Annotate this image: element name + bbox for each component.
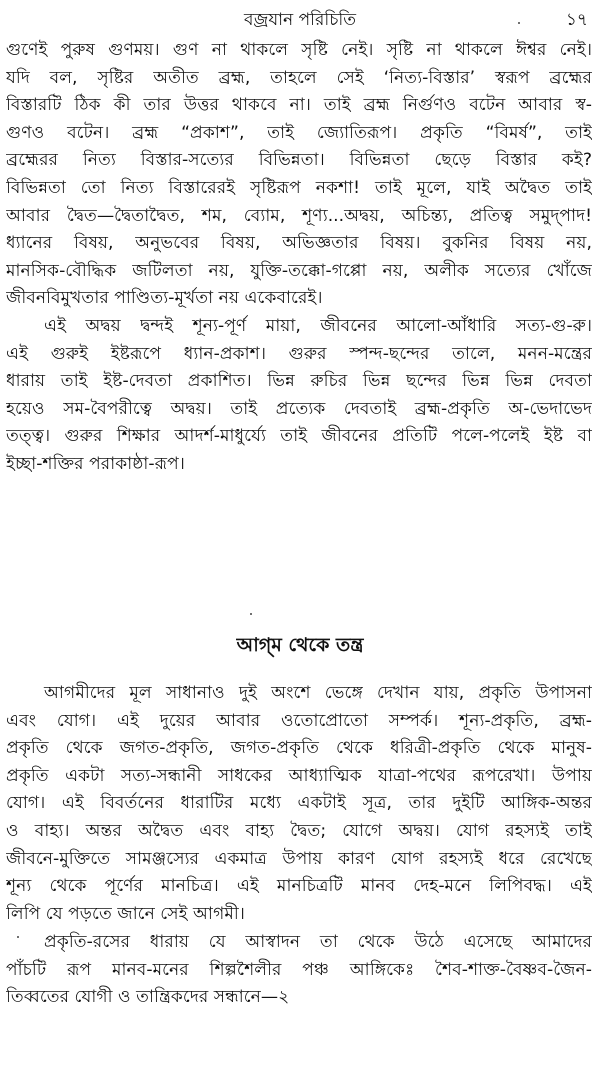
- text-line: বিস্তারটি ঠিক কী তার উত্তর থাকবে না। তাই ব্রহ্ম নির্গুণও বটেন আবার স্ব-: [6, 95, 592, 116]
- text-line: লিপি যে পড়তে জানে সেই আগমী।: [6, 903, 245, 924]
- text-line: মানসিক-বৌদ্ধিক জটিলতা নয়, যুক্তি-তক্কো-গপ্পো নয়, অলীক সত্যের খোঁজে: [6, 260, 592, 281]
- text-line: ও বাহ্য। অন্তর অদ্বৈত এবং বাহ্য দ্বৈত; যোগে অদ্বয়। যোগ রহস্যই তাই: [6, 820, 592, 841]
- text-line: তিব্বতের যোগী ও তান্ত্রিকদের সন্ধানে—২: [6, 987, 290, 1008]
- speck: [17, 936, 19, 938]
- paragraph-3: [6, 680, 592, 928]
- text-line: যদি বল, সৃষ্টির অতীত ব্রহ্ম, তাহলে সেই ‘নিত্য-বিস্তার’ স্বরূপ ব্রহ্মের: [6, 67, 592, 88]
- paragraph-4: [6, 929, 592, 1012]
- text-line: হয়েও সম-বৈপরীত্বে অদ্বয়। তাই প্রত্যেক দেবতাই ব্রহ্ম-প্রকৃতি অ-ভেদাভেদ: [6, 398, 592, 419]
- text-line: আবার দ্বৈত—দ্বৈতাদ্বৈত, শম, ব্যোম, শূণ্য...অদ্বয়, অচিন্ত্য, প্রতিত্ব সমুদ্‌পাদ!: [6, 205, 592, 226]
- text-line: ইচ্ছা-শক্তির পরাকাষ্ঠা-রূপ।: [6, 453, 185, 474]
- text-line: এই অদ্বয় দ্বন্দই শূন্য-পূর্ণ মায়া, জীবনের আলো-আঁধারি সত্য-গু-রু।: [44, 316, 592, 336]
- text-line: এই গুরুই ইষ্টরূপে ধ্যান-প্রকাশ। গুরুর স্পন্দ-ছন্দের তালে, মনন-মন্ত্রের: [6, 343, 592, 364]
- text-line: বিভিন্নতা তো নিত্য বিস্তারেরই সৃষ্টিরূপ নকশা! তাই মূলে, যাই অদ্বৈত তাই: [6, 177, 592, 198]
- text-line: প্রকৃতি-রসের ধারায় যে আস্বাদন তা থেকে উঠে এসেছে আমাদের: [44, 932, 592, 952]
- text-line: ধারায় তাই ইষ্ট-দেবতা প্রকাশিত। ভিন্ন রুচির ভিন্ন ছন্দের ভিন্ন ভিন্ন দেবতা: [6, 371, 592, 392]
- text-line: প্রকৃতি একটা সত্য-সন্ধানী সাধকের আধ্যাত্মিক যাত্রা-পথের রূপরেখা। উপায়: [6, 765, 592, 786]
- text-line: জীবনে-মুক্তিতে সামঞ্জস্যের একমাত্র উপায় কারণ যোগ রহস্যই ধরে রেখেছে: [6, 848, 592, 869]
- paragraph-2: [6, 313, 592, 479]
- text-line: এবং যোগ। এই দুয়ের আবার ওতোপ্রোতো সম্পর্ক। শূন্য-প্রকৃতি, ব্রহ্ম-: [6, 710, 592, 731]
- text-line: তত্ত্ব। গুরুর শিক্ষার আদর্শ-মাধুর্য্যে তাই জীবনের প্রতিটি পলে-পলেই ইষ্ট বা: [6, 426, 592, 447]
- text-line: জীবনবিমুখতার পাণ্ডিত্য-মূর্খতা নয় একেবারেই।: [6, 288, 323, 309]
- speck: [250, 613, 252, 615]
- text-line: ব্রহ্মেরর নিত্য বিস্তার-সত্যের বিভিন্নতা। বিভিন্নতা ছেড়ে বিস্তার কই?: [6, 150, 592, 171]
- speck: [518, 22, 520, 24]
- running-title: বজ্রযান পরিচিতি: [243, 10, 357, 30]
- page-number: ১৭: [565, 10, 588, 30]
- text-line: গুণও বটেন। ব্রহ্ম “প্রকাশ”, তাই জ্যোতিরূপ। প্রকৃতি “বিমর্ষ”, তাই: [6, 122, 592, 143]
- text-line: পাঁচটি রূপ মানব-মনের শিল্পশৈলীর পঞ্চ আঙ্গিকেঃ শৈব-শাক্ত-বৈষ্ণব-জৈন-: [6, 959, 592, 980]
- page-header: [0, 0, 600, 40]
- text-line: ধ্যানের বিষয়, অনুভবের বিষয়, অভিজ্ঞতার বিষয়। বুকনির বিষয় নয়,: [6, 233, 592, 254]
- text-line: যোগ। এই বিবর্তনের ধারাটির মধ্যে একটাই সূত্র, তার দুইটি আঙ্গিক-অন্তর: [6, 793, 592, 814]
- text-line: শূন্য থেকে পূর্ণের মানচিত্র। এই মানচিত্রটি মানব দেহ-মনে লিপিবদ্ধ। এই: [6, 876, 592, 897]
- text-line: প্রকৃতি থেকে জগত-প্রকৃতি, জগত-প্রকৃতি থেকে ধরিত্রী-প্রকৃতি থেকে মানুষ-: [6, 738, 592, 759]
- paragraph-1: [6, 37, 592, 313]
- text-line: গুণেই পুরুষ গুণময়। গুণ না থাকলে সৃষ্টি নেই। সৃষ্টি না থাকলে ঈশ্বর নেই।: [6, 40, 592, 60]
- text-line: আগমীদের মূল সাধানাও দুই অংশে ভেঙ্গে দেখান যায়, প্রকৃতি উপাসনা: [44, 683, 592, 703]
- section-heading: আগ্‌ম থেকে তন্ত্র: [236, 634, 364, 656]
